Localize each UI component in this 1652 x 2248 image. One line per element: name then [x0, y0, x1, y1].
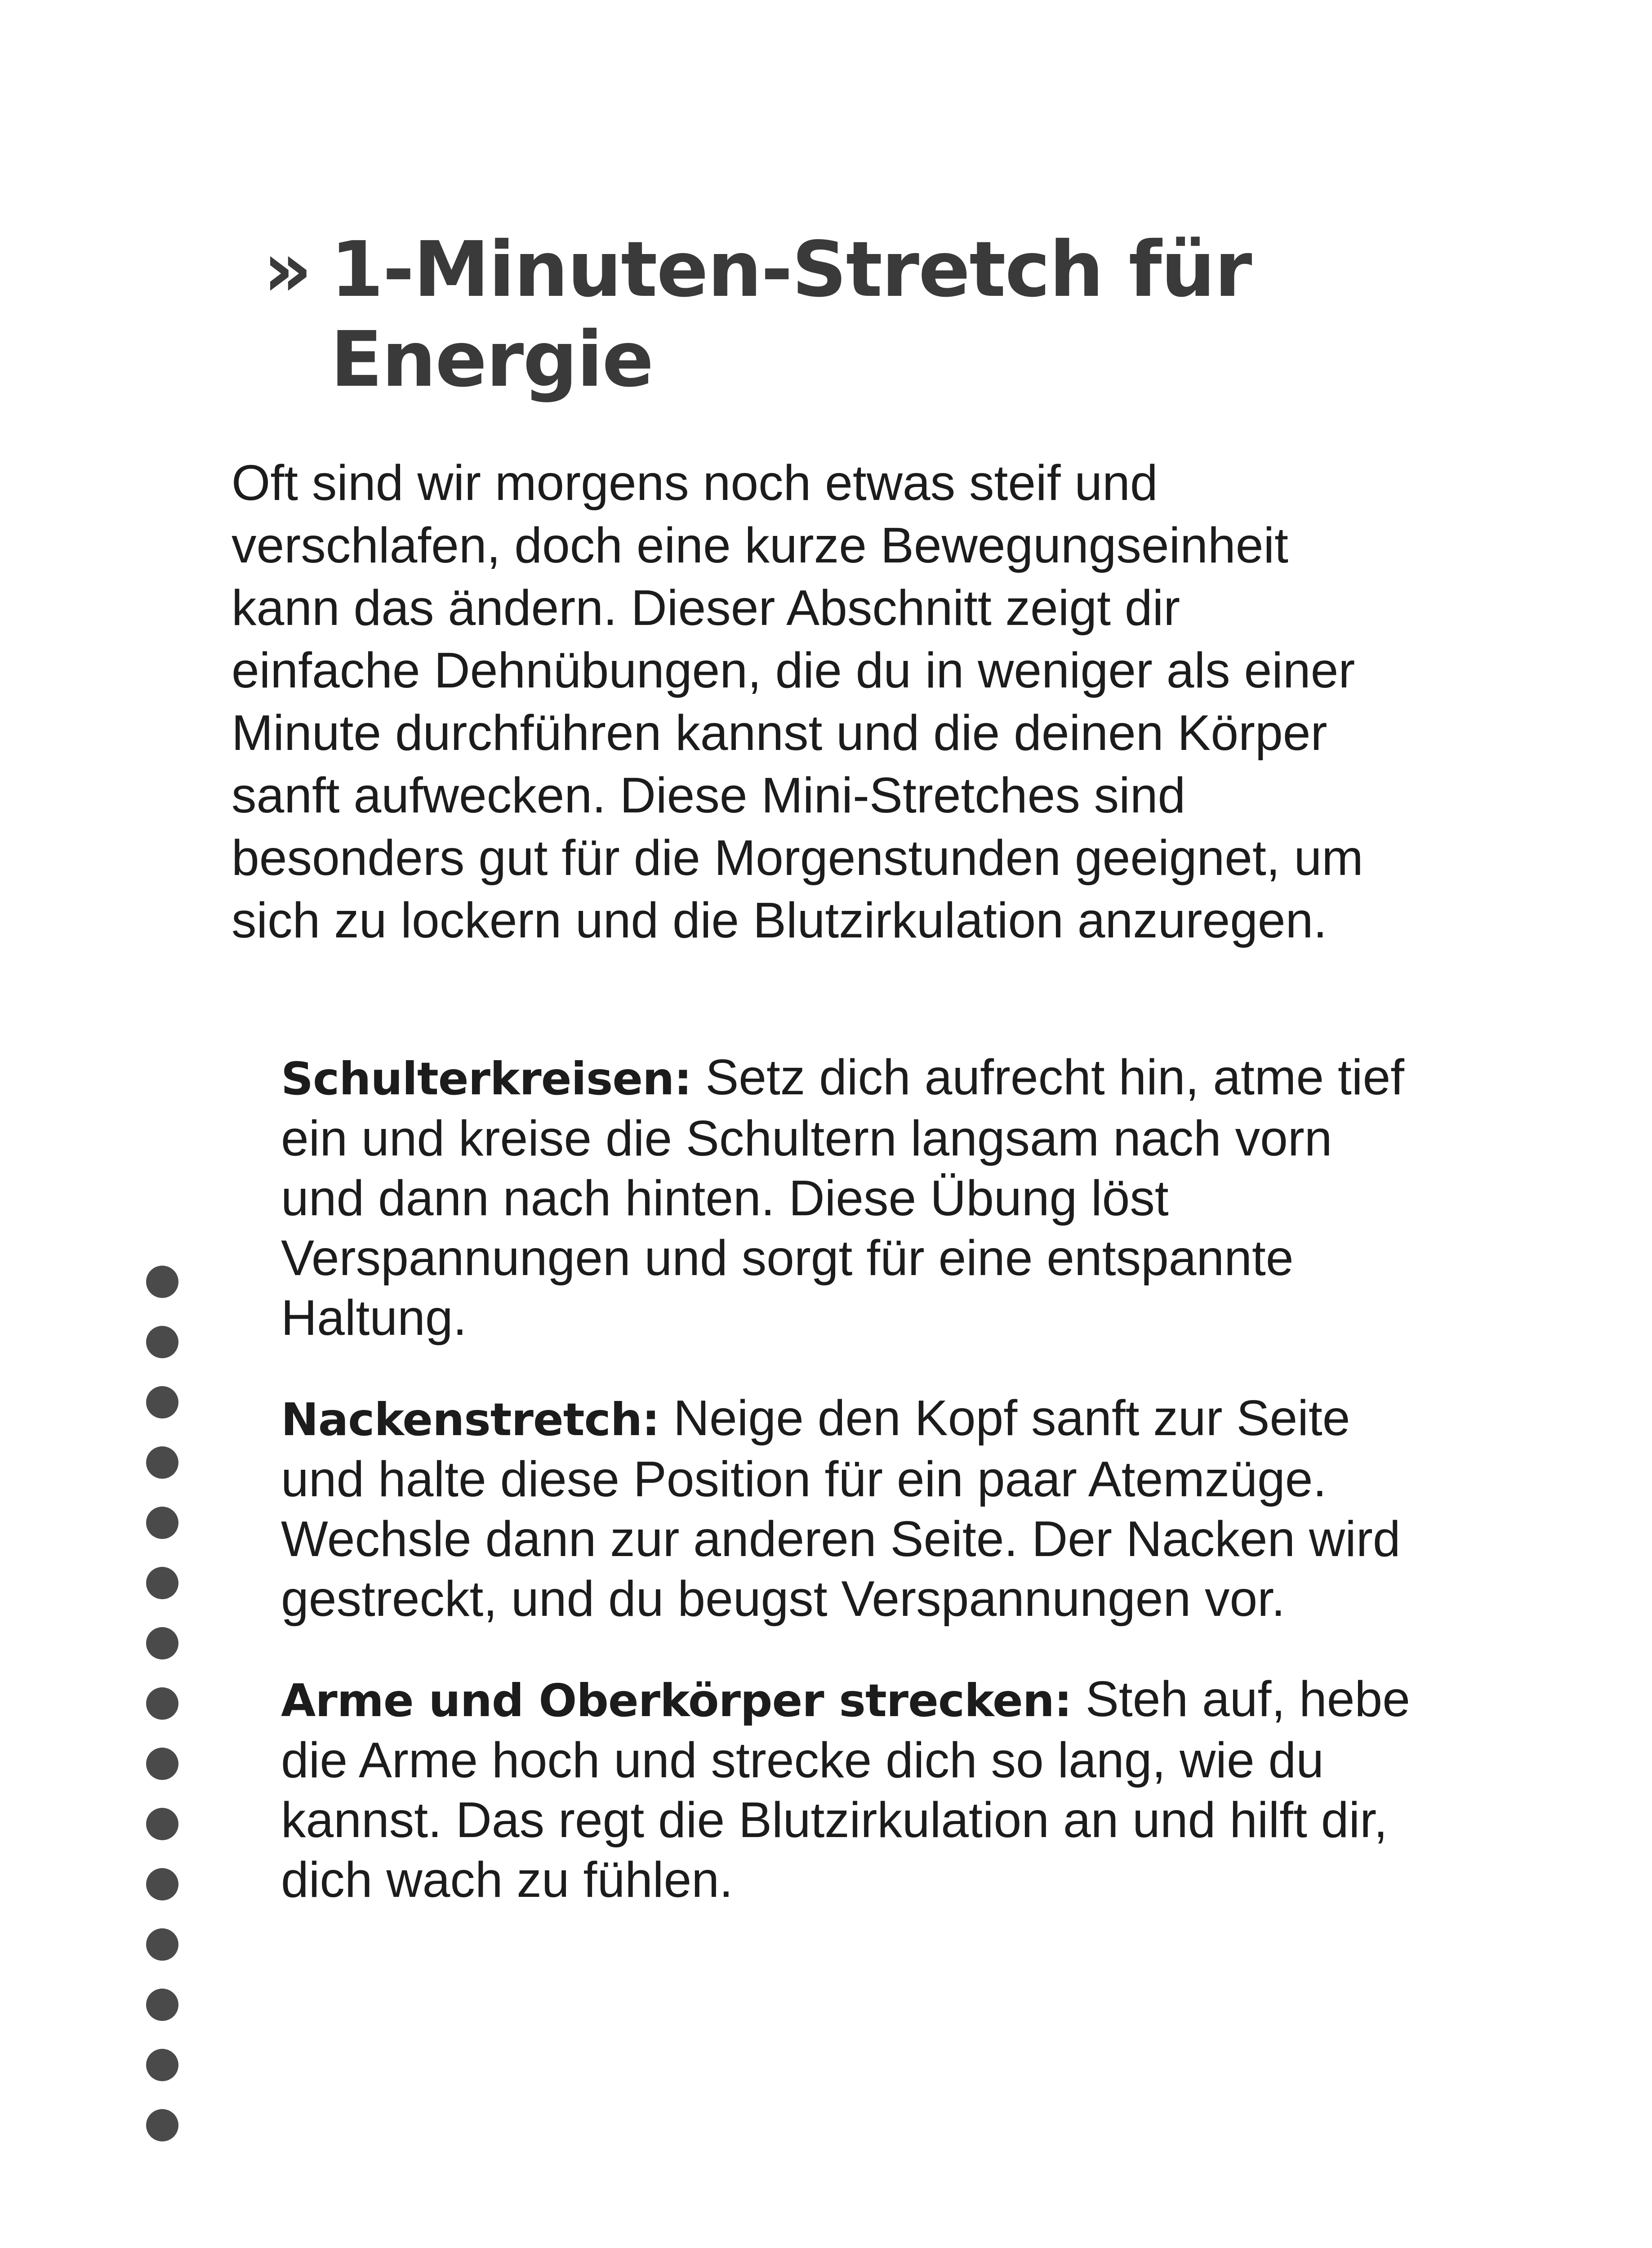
decorative-dot [146, 1808, 178, 1840]
exercise-term: Arme und Oberkörper strecken: [281, 1674, 1072, 1727]
exercise-description: Setz dich aufrecht hin, atme tief ein und kreise die Schultern langsam nach vorn und dann nach hinten. Diese Übung löst Verspannungen und sorgt für eine entspannte Haltung. [281, 1049, 1405, 1346]
decorative-dot [146, 1627, 178, 1659]
exercise-description: Neige den Kopf sanft zur Seite und halte diese Position für ein paar Atemzüge. Wechsle dann zur anderen Seite. Der Nacken wird gestreckt, und du beugst Verspannungen vor. [281, 1390, 1401, 1627]
decorative-dot [146, 1868, 178, 1900]
decorative-dot [146, 1989, 178, 2021]
decorative-dot [146, 1748, 178, 1780]
decorative-dot [146, 2109, 178, 2141]
decorative-dot [146, 1567, 178, 1599]
decorative-dot [146, 1928, 178, 1961]
decorative-dot [146, 1446, 178, 1479]
decorative-dot [146, 2049, 178, 2081]
exercise-item-nackenstretch [281, 1388, 1414, 1629]
exercise-list [281, 1048, 1414, 1950]
exercise-description: Steh auf, hebe die Arme hoch und strecke dich so lang, wie du kannst. Das regt die Blutzirkulation an und hilft dir, dich wach zu fühlen. [281, 1671, 1410, 1908]
exercise-term: Nackenstretch: [281, 1393, 660, 1446]
decorative-dot [146, 1326, 178, 1358]
page-title [263, 225, 1387, 405]
exercise-term: Schulterkreisen: [281, 1053, 692, 1105]
decorative-dot [146, 1507, 178, 1539]
title-line-1: 1-Minuten-Stretch für [330, 225, 1251, 314]
title-line-2: Energie [330, 315, 653, 404]
decorative-dot-column [146, 1266, 182, 2169]
title-marker: » [263, 225, 312, 314]
exercise-item-arme-strecken [281, 1669, 1414, 1910]
intro-paragraph: Oft sind wir morgens noch etwas steif und verschlafen, doch eine kurze Bewegungseinheit kann das ändern. Dieser Abschnitt zeigt dir einfache Dehnübungen, die du in weniger als einer Minute durchführen kannst und die deinen Körper sanft aufwecken. Diese Mini-Stretches sind besonders gut für die Morgenstunden geeignet, um sich zu lockern und die Blutzirkulation anzuregen. [232, 455, 1363, 948]
decorative-dot [146, 1386, 178, 1418]
decorative-dot [146, 1687, 178, 1720]
exercise-item-schulterkreisen [281, 1048, 1414, 1348]
decorative-dot [146, 1266, 178, 1298]
